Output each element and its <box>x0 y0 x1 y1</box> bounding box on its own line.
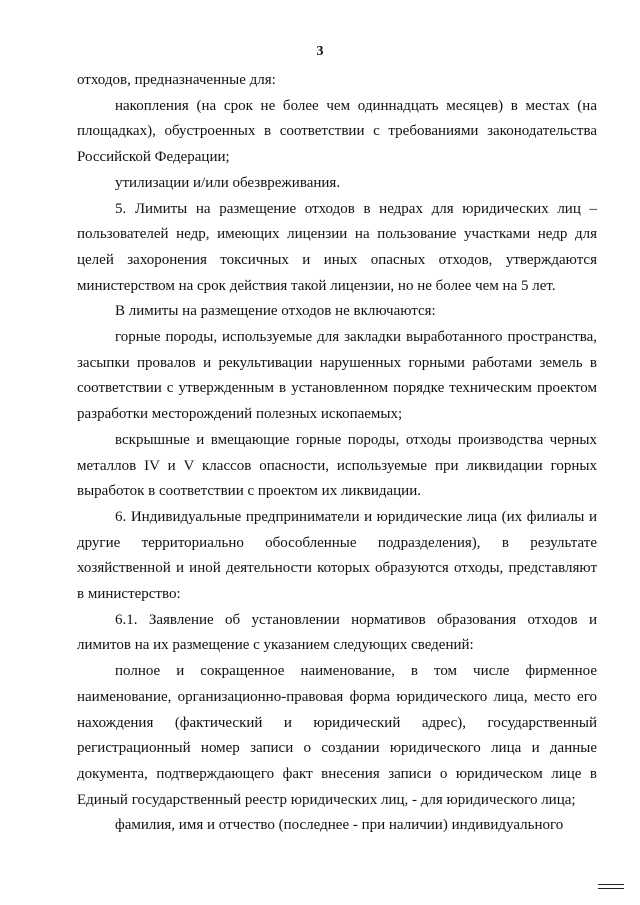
footer-rule-line <box>598 888 624 889</box>
page-number: 3 <box>316 44 324 59</box>
paragraph: 6.1. Заявление об установлении нормативов образования отходов и лимитов на их размещение с указанием следующих сведений: <box>77 611 597 654</box>
paragraph: В лимиты на размещение отходов не включаются: <box>115 303 436 320</box>
paragraph: утилизации и/или обезвреживания. <box>115 174 341 191</box>
paragraph: вскрышные и вмещающие горные породы, отходы производства черных металлов IV и V классов опасности, используемые при ликвидации горных выработок в соответствии с проектом их ликвидации. <box>77 431 597 500</box>
document-body <box>77 68 597 839</box>
paragraph: 5. Лимиты на размещение отходов в недрах для юридических лиц – пользователей недр, имеющих лицензии на пользование участками недр для целей захоронения токсичных и иных опасных отходов, утверждаются министерством на срок действия такой лицензии, но не более чем на 5 лет. <box>77 200 597 294</box>
paragraph: полное и сокращенное наименование, в том числе фирменное наименование, организационно-правовая форма юридического лица, место его нахождения (фактический и юридический адрес), государственный регистрационный номер записи о создании юридического лица и данные документа, подтверждающего факт внесения записи о юридическом лице в Единый государственный реестр юридических лиц, - для юридического лица; <box>77 663 597 808</box>
footer-rule-line <box>598 884 624 885</box>
paragraph: фамилия, имя и отчество (последнее - при наличии) индивидуального <box>115 817 564 834</box>
paragraph: 6. Индивидуальные предприниматели и юридические лица (их филиалы и другие территориально обособленные подразделения), в результате хозяйственной и иной деятельности которых образуются отходы, представляют в министерство: <box>77 508 597 603</box>
paragraph: накопления (на срок не более чем одиннадцать месяцев) в местах (на площадках), обустроенных в соответствии с требованиями законодательства Российской Федерации; <box>77 97 597 166</box>
paragraph: горные породы, используемые для закладки выработанного пространства, засыпки провалов и рекультивации нарушенных горными работами земель в соответствии с утвержденным в установленном порядке техническим проектом разработки месторождений полезных ископаемых; <box>77 329 597 423</box>
paragraph: отходов, предназначенные для: <box>77 72 276 88</box>
footer-rule-mark <box>598 884 624 892</box>
